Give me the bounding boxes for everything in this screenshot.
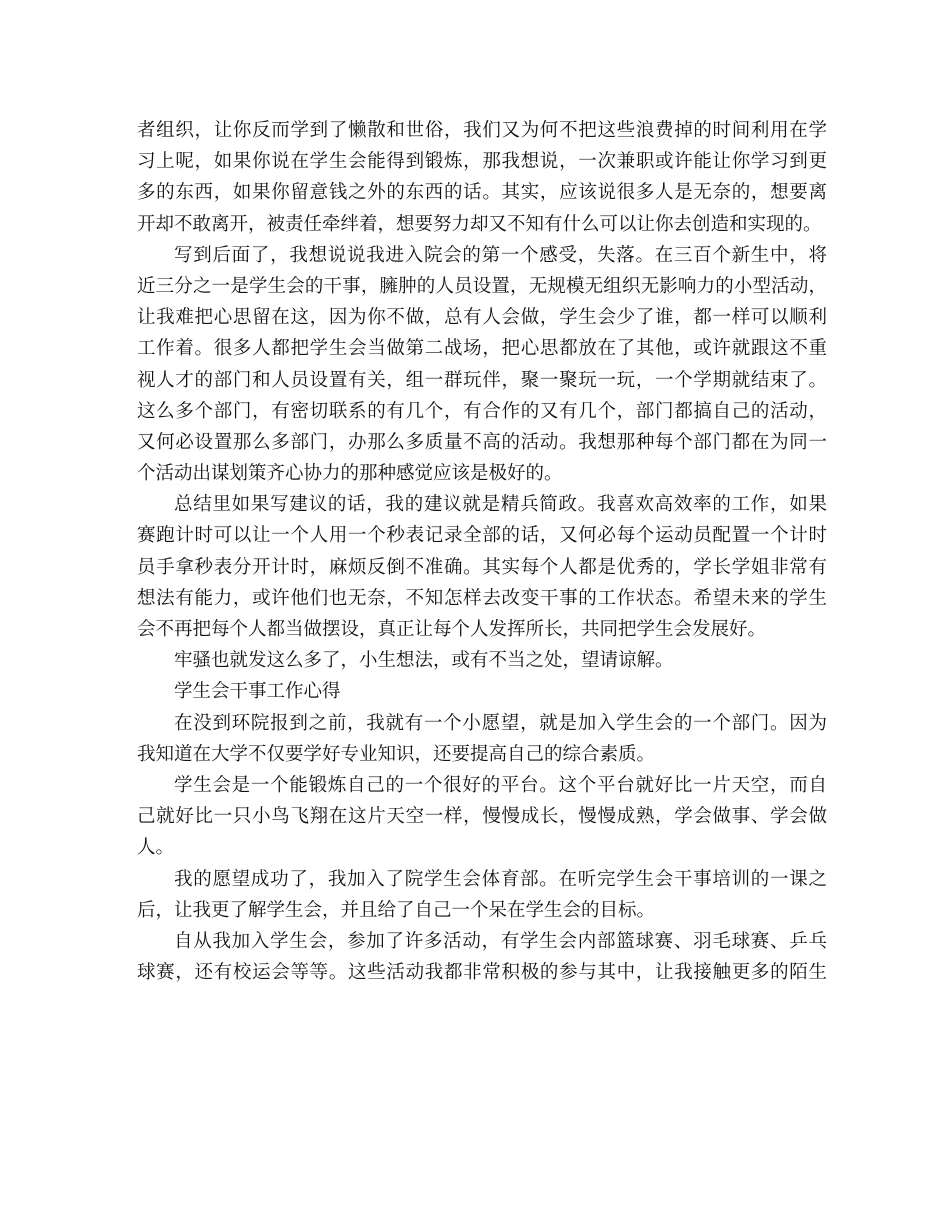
text-line: 习上呢，如果你说在学生会能得到锻炼，那我想说，一次兼职或许能让你学习到更: [137, 151, 827, 173]
text-line: 工作着。很多人都把学生会当做第二战场，把心思都放在了其他，或许就跟这不重: [137, 338, 827, 360]
text-line: 我知道在大学不仅要学好专业知识，还要提高自己的综合素质。: [137, 743, 656, 765]
text-line: 近三分之一是学生会的干事，臃肿的人员设置，无规模无组织无影响力的小型活动，: [137, 275, 827, 297]
text-line: 员手拿秒表分开计时，麻烦反倒不准确。其实每个人都是优秀的，学长学姐非常有: [137, 556, 827, 578]
text-line: 多的东西，如果你留意钱之外的东西的话。其实，应该说很多人是无奈的，想要离: [137, 182, 827, 204]
text-line: 写到后面了，我想说说我进入院会的第一个感受，失落。在三百个新生中，将: [174, 244, 827, 266]
document-page: [137, 115, 827, 988]
text-line: 我的愿望成功了，我加入了院学生会体育部。在听完学生会干事培训的一课之: [174, 868, 827, 890]
text-line: 又何必设置那么多部门，办那么多质量不高的活动。我想那种每个部门都在为同一: [137, 431, 827, 453]
text-line: 这么多个部门，有密切联系的有几个，有合作的又有几个，部门都搞自己的活动，: [137, 400, 827, 422]
text-line: 牢骚也就发这么多了，小生想法，或有不当之处，望请谅解。: [174, 650, 674, 672]
text-line: 赛跑计时可以让一个人用一个秒表记录全部的话，又何必每个运动员配置一个计时: [137, 525, 827, 547]
text-line: 人。: [137, 837, 175, 859]
text-line: 视人才的部门和人员设置有关，组一群玩伴，聚一聚玩一玩，一个学期就结束了。: [137, 369, 827, 391]
text-line: 自从我加入学生会，参加了许多活动，有学生会内部篮球赛、羽毛球赛、乒乓: [174, 930, 827, 952]
text-line: 会不再把每个人都当做摆设，真正让每个人发挥所长，共同把学生会发展好。: [137, 619, 767, 640]
text-line: 者组织，让你反而学到了懒散和世俗，我们又为何不把这些浪费掉的时间利用在学: [137, 120, 827, 141]
text-line: 球赛，还有校运会等等。这些活动我都非常积极的参与其中，让我接触更多的陌生: [137, 962, 827, 984]
text-line: 个活动出谋划策齐心协力的那种感觉应该是极好的。: [137, 463, 563, 485]
text-line: 后，让我更了解学生会，并且给了自己一个呆在学生会的目标。: [137, 899, 656, 921]
text-line: 想法有能力，或许他们也无奈，不知怎样去改变干事的工作状态。希望未来的学生: [137, 587, 827, 609]
text-line: 在没到环院报到之前，我就有一个小愿望，就是加入学生会的一个部门。因为: [174, 712, 827, 734]
text-line: 己就好比一只小鸟飞翔在这片天空一样，慢慢成长，慢慢成熟，学会做事、学会做: [137, 806, 827, 828]
section-heading: 学生会干事工作心得: [174, 681, 341, 703]
text-line: 总结里如果写建议的话，我的建议就是精兵简政。我喜欢高效率的工作，如果: [174, 494, 827, 516]
text-line: 学生会是一个能锻炼自己的一个很好的平台。这个平台就好比一片天空，而自: [174, 774, 827, 796]
text-line: 让我难把心思留在这，因为你不做，总有人会做，学生会少了谁，都一样可以顺利: [137, 307, 827, 329]
text-line: 开却不敢离开，被责任牵绊着，想要努力却又不知有什么可以让你去创造和实现的。: [137, 213, 822, 235]
